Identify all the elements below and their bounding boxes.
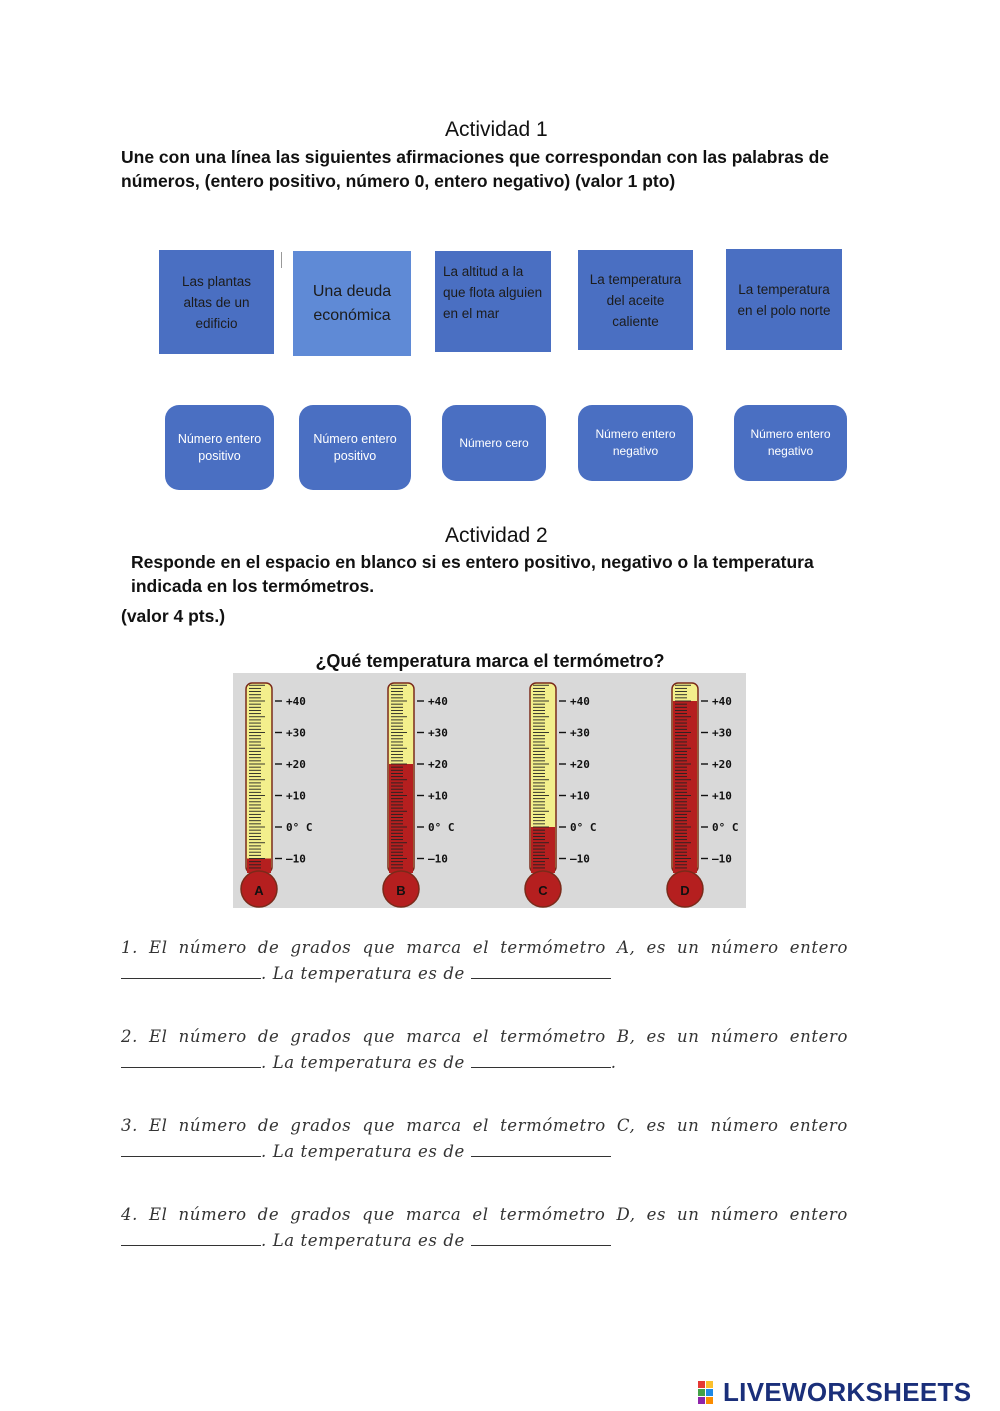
scale-label: +40 <box>712 695 732 708</box>
question-1-mid: . La temperatura es de <box>261 964 465 983</box>
question-word: número <box>178 1116 247 1135</box>
question-4 <box>121 1205 848 1250</box>
scale-label: +20 <box>712 758 732 771</box>
thermometer-tube <box>246 683 272 873</box>
question-word: un <box>677 938 700 957</box>
question-3 <box>121 1116 848 1161</box>
question-word: que <box>362 1116 396 1135</box>
question-word: de <box>257 1116 280 1135</box>
question-word: es <box>646 1205 667 1224</box>
activity2-title: Actividad 2 <box>445 524 548 547</box>
scale-label: –10 <box>428 852 448 866</box>
thermometers-image <box>233 673 746 908</box>
thermometer-label: D <box>680 883 690 898</box>
scale-label: +40 <box>428 695 448 708</box>
question-word: termómetro <box>500 1027 606 1046</box>
scale-label: –10 <box>286 852 306 866</box>
question-word: que <box>362 1027 396 1046</box>
scale-label: +10 <box>286 789 306 803</box>
question-word: A, <box>617 938 636 957</box>
scale-label: +30 <box>712 726 732 740</box>
activity1-instruction: Une con una línea las siguientes afirmaciones que correspondan con las palabras de números, (entero positivo, número 0, entero negativo) (valor 1 pto) <box>121 147 829 191</box>
question-word: el <box>472 938 490 957</box>
question-2-end: . <box>610 1053 617 1072</box>
question-2-mid: . La temperatura es de <box>261 1053 465 1072</box>
question-word: El <box>149 938 168 957</box>
answer-blank-temperature[interactable] <box>471 1231 611 1246</box>
answer-blank-temperature[interactable] <box>471 964 611 979</box>
scale-label: 0° C <box>428 821 455 834</box>
question-word: grados <box>290 1116 352 1135</box>
question-word: de <box>257 1205 280 1224</box>
scale-label: +20 <box>570 758 590 771</box>
question-word: es <box>646 1116 666 1135</box>
question-2 <box>121 1027 848 1072</box>
question-word: termómetro <box>500 938 606 957</box>
thermometer-mercury <box>389 764 413 873</box>
question-1-line <box>121 938 848 957</box>
thermometer-mercury <box>531 827 555 873</box>
activity1-title: Actividad 1 <box>445 118 548 141</box>
question-word: marca <box>406 1116 462 1135</box>
question-word: que <box>362 1205 395 1224</box>
question-word: es <box>646 1027 666 1046</box>
scale-label: 0° C <box>712 821 739 834</box>
question-word: entero <box>789 1027 848 1046</box>
question-word: 2. <box>121 1027 138 1046</box>
question-word: El <box>149 1027 168 1046</box>
statement-box[interactable]: La altitud a la que flota alguien en el mar <box>435 251 551 352</box>
scale-label: +20 <box>428 758 448 771</box>
answer-box[interactable]: Número entero negativo <box>578 405 693 481</box>
question-word: el <box>472 1027 489 1046</box>
question-word: número <box>710 1205 779 1224</box>
scale-label: +10 <box>570 789 590 803</box>
question-4-mid: . La temperatura es de <box>261 1231 465 1250</box>
question-word: de <box>257 1027 280 1046</box>
scale-label: +10 <box>712 789 732 803</box>
question-word: D, <box>616 1205 636 1224</box>
question-word: un <box>677 1027 700 1046</box>
question-word: un <box>677 1205 700 1224</box>
question-word: C, <box>616 1116 636 1135</box>
scale-label: +30 <box>286 726 306 740</box>
question-word: entero <box>789 1116 848 1135</box>
question-word: número <box>710 1116 779 1135</box>
question-word: es <box>646 938 666 957</box>
question-word: que <box>362 938 396 957</box>
question-word: B, <box>616 1027 636 1046</box>
answer-blank-type[interactable] <box>121 964 261 979</box>
question-word: marca <box>406 938 462 957</box>
question-word: entero <box>789 1205 848 1224</box>
thermometer-label: C <box>538 883 548 898</box>
activity2-instruction: Responde en el espacio en blanco si es entero positivo, negativo o la temperatura indicada en los termómetros. <box>131 552 814 596</box>
question-3-line <box>121 1116 848 1135</box>
answer-blank-type[interactable] <box>121 1142 261 1157</box>
statement-box[interactable]: La temperatura en el polo norte <box>726 249 842 350</box>
thermometer-panel <box>233 673 746 908</box>
question-word: número <box>178 1027 247 1046</box>
answer-blank-type[interactable] <box>121 1053 261 1068</box>
question-word: entero <box>789 938 848 957</box>
thermometer-mercury <box>673 701 697 873</box>
scale-label: +20 <box>286 758 306 771</box>
question-word: El <box>149 1116 168 1135</box>
scale-label: –10 <box>712 852 732 866</box>
question-word: número <box>710 1027 779 1046</box>
statement-box[interactable]: Una deuda económica <box>293 251 411 356</box>
question-word: el <box>472 1205 489 1224</box>
scale-label: +30 <box>570 726 590 740</box>
question-word: 4. <box>121 1205 138 1224</box>
divider <box>281 252 282 268</box>
liveworksheets-logo <box>697 1377 971 1408</box>
answer-box[interactable]: Número entero positivo <box>165 405 274 490</box>
activity2-value: (valor 4 pts.) <box>121 606 226 626</box>
scale-label: 0° C <box>570 821 597 834</box>
question-word: número <box>710 938 779 957</box>
question-word: 1. <box>121 938 138 957</box>
answer-blank-temperature[interactable] <box>471 1142 611 1157</box>
brand-name: LIVEWORKSHEETS <box>723 1377 972 1407</box>
answer-blank-temperature[interactable] <box>471 1053 611 1068</box>
question-word: grados <box>290 1027 352 1046</box>
scale-label: –10 <box>570 852 590 866</box>
question-word: de <box>257 938 280 957</box>
statement-box[interactable]: La temperatura del aceite caliente <box>578 250 693 350</box>
scale-label: +40 <box>570 695 590 708</box>
thermometer-label: B <box>396 883 406 898</box>
question-word: un <box>676 1116 700 1135</box>
liveworksheets-icon <box>697 1380 723 1406</box>
question-word: grados <box>290 1205 352 1224</box>
answer-blank-type[interactable] <box>121 1231 261 1246</box>
scale-label: +30 <box>428 726 448 740</box>
question-word: marca <box>406 1027 462 1046</box>
question-4-line <box>121 1205 848 1224</box>
question-word: número <box>178 1205 247 1224</box>
question-word: 3. <box>121 1116 138 1135</box>
thermometer-question: ¿Qué temperatura marca el termómetro? <box>315 651 665 671</box>
scale-label: 0° C <box>286 821 313 834</box>
question-word: termómetro <box>500 1116 606 1135</box>
question-word: grados <box>290 938 352 957</box>
question-word: marca <box>405 1205 462 1224</box>
question-2-line <box>121 1027 848 1046</box>
statement-box[interactable]: Las plantas altas de un edificio <box>159 250 274 354</box>
scale-label: +10 <box>428 789 448 803</box>
question-1 <box>121 938 848 983</box>
thermometer-label: A <box>254 883 264 898</box>
question-word: número <box>178 938 247 957</box>
answer-box[interactable]: Número entero negativo <box>734 405 847 481</box>
question-word: el <box>472 1116 489 1135</box>
question-3-mid: . La temperatura es de <box>261 1142 465 1161</box>
answer-box[interactable]: Número cero <box>442 405 546 481</box>
answer-box[interactable]: Número entero positivo <box>299 405 411 490</box>
scale-label: +40 <box>286 695 306 708</box>
question-word: El <box>148 1205 168 1224</box>
question-word: termómetro <box>499 1205 606 1224</box>
